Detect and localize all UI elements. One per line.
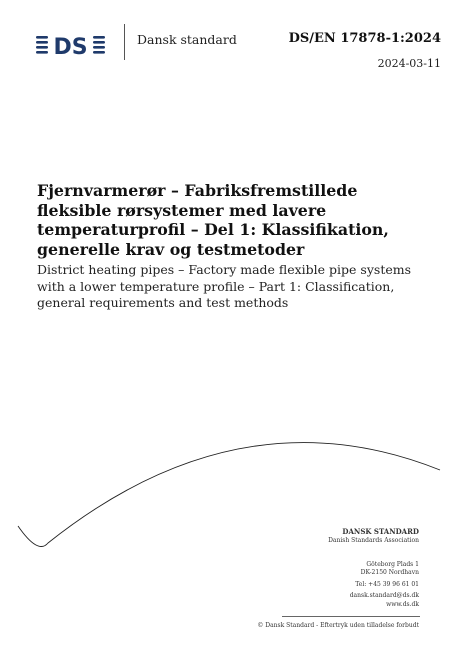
footer-divider	[282, 616, 420, 617]
publication-date: 2024-03-11	[377, 57, 441, 70]
title-danish: Fjernvarmerør – Fabriksfremstillede fleksible rørsystemer med lavere temperaturprofil – Del 1: Klassifikation, generelle krav og testmetoder	[37, 181, 389, 259]
header-divider	[124, 24, 125, 60]
standard-number: DS/EN 17878-1:2024	[288, 31, 441, 46]
org-name: DANSK STANDARD	[342, 527, 419, 536]
telephone: Tel: +45 39 96 61 01	[355, 581, 419, 588]
title-english: District heating pipes – Factory made flexible pipe systems with a lower temperature profile – Part 1: Classification, general requirements and test methods	[37, 262, 412, 310]
address-line2: DK-2150 Nordhavn	[360, 569, 419, 576]
standard-label: Dansk standard	[137, 32, 237, 47]
ds-logo	[36, 34, 106, 56]
address-line1: Göteborg Plads 1	[366, 561, 419, 568]
copyright-notice: © Dansk Standard - Eftertryk uden tilladelse forbudt	[257, 622, 419, 629]
logo-text: DS	[53, 35, 88, 56]
website-link[interactable]: www.ds.dk	[386, 601, 419, 608]
org-subtitle: Danish Standards Association	[328, 537, 419, 544]
email-link[interactable]: dansk.standard@ds.dk	[349, 592, 419, 599]
